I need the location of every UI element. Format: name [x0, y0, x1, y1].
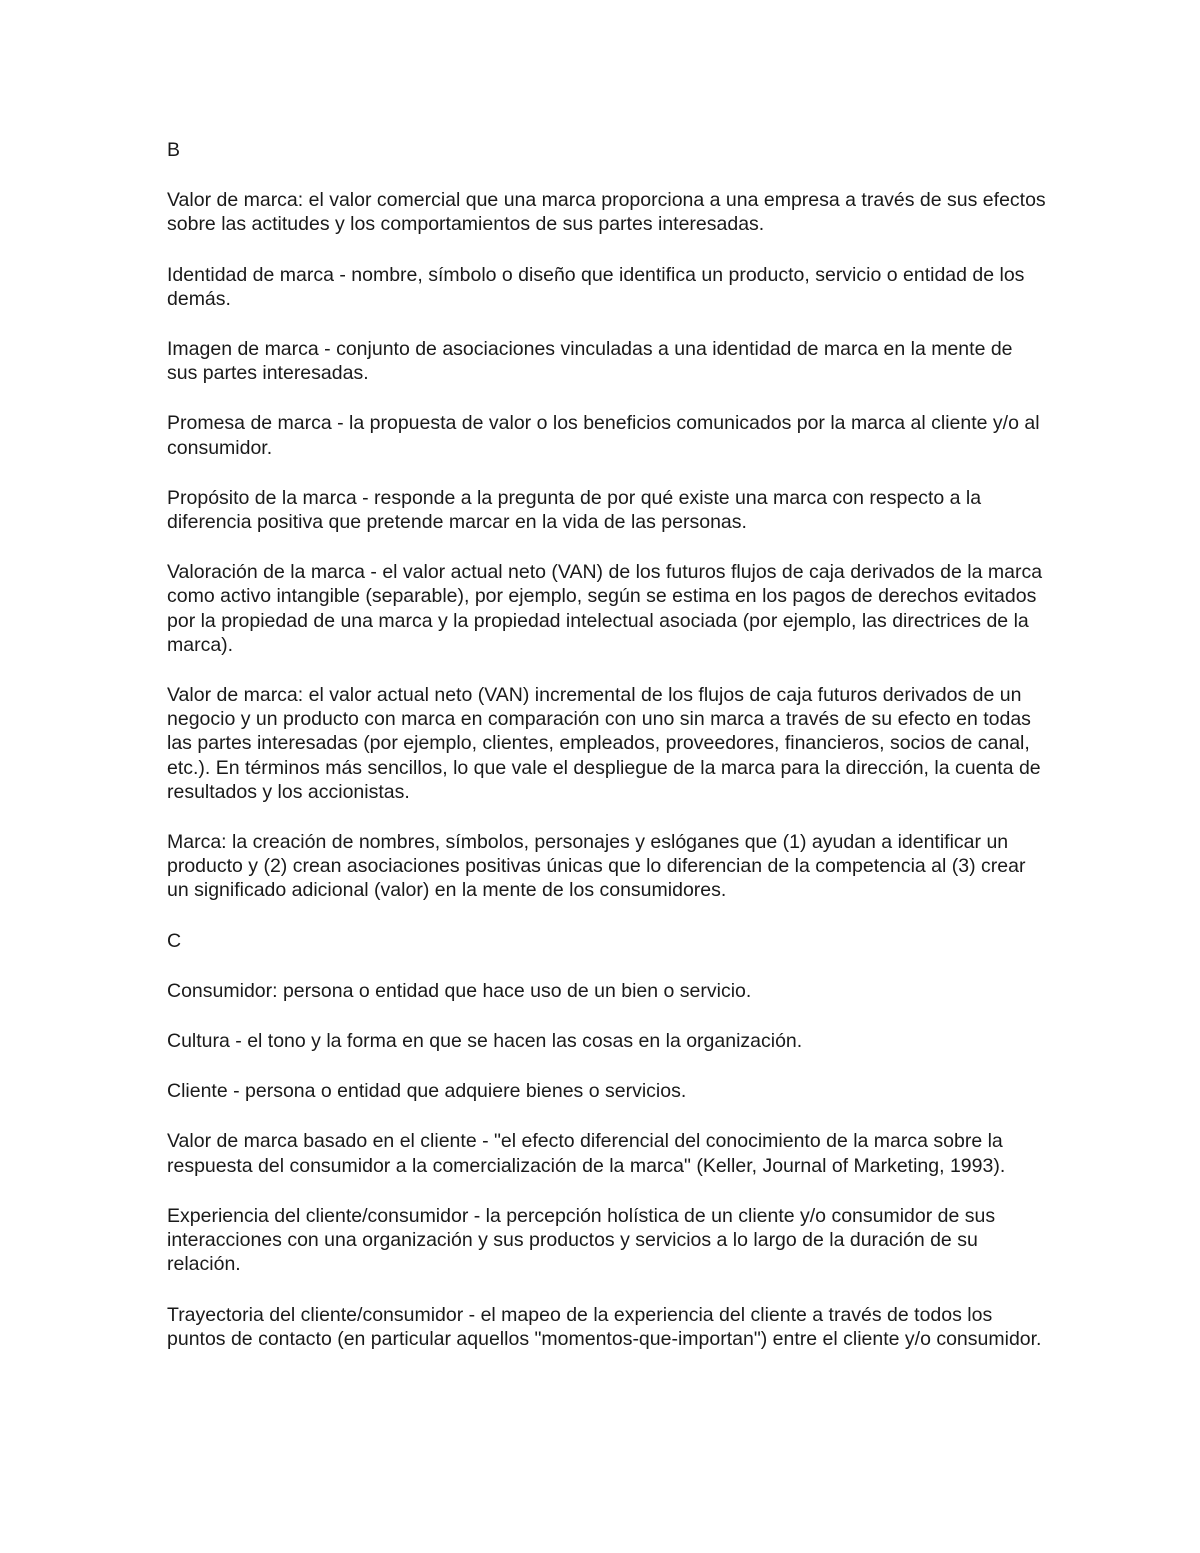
- glossary-entry: Imagen de marca - conjunto de asociaciones vinculadas a una identidad de marca en la mente de sus partes interesadas.: [167, 338, 1013, 385]
- glossary-entry: Identidad de marca - nombre, símbolo o diseño que identifica un producto, servicio o entidad de los demás.: [167, 263, 1025, 310]
- glossary-entry: Trayectoria del cliente/consumidor - el mapeo de la experiencia del cliente a través de todos los puntos de contacto (en particular aquellos "momentos-que-importan") entre el cliente y/o consumidor.: [167, 1303, 1042, 1350]
- glossary-entry: Propósito de la marca - responde a la pregunta de por qué existe una marca con respecto a la diferencia positiva que pretende marcar en la vida de las personas.: [167, 486, 982, 534]
- glossary-entry: Valor de marca: el valor actual neto (VAN) incremental de los flujos de caja futuros derivados de un negocio y un producto con marca en comparación con uno sin marca a través de su efecto en todas las partes interesadas (por ejemplo, clientes, empleados, proveedores, financieros, socios de canal, etc.). En términos más sencillos, lo que vale el despliegue de la marca para la dirección, la cuenta de resultados y los accionistas.: [167, 684, 1041, 803]
- glossary-entry: Consumidor: persona o entidad que hace uso de un bien o servicio.: [167, 979, 752, 1002]
- glossary-entry: Cliente - persona o entidad que adquiere bienes o servicios.: [167, 1080, 687, 1103]
- glossary-entry: Promesa de marca - la propuesta de valor o los beneficios comunicados por la marca al cliente y/o al consumidor.: [167, 412, 1040, 459]
- section-letter-c: C: [167, 929, 182, 952]
- glossary-entry: Marca: la creación de nombres, símbolos, personajes y eslóganes que (1) ayudan a identificar un producto y (2) crean asociaciones positivas únicas que lo diferencian de la competencia al (3) crear un significado adicional (valor) en la mente de los consumidores.: [167, 831, 1026, 902]
- glossary-entry: Valor de marca basado en el cliente - "el efecto diferencial del conocimiento de la marca sobre la respuesta del consumidor a la comercialización de la marca" (Keller, Journal of Marketing, 1993).: [167, 1130, 1006, 1177]
- glossary-entry: Valoración de la marca - el valor actual neto (VAN) de los futuros flujos de caja derivados de la marca como activo intangible (separable), por ejemplo, según se estima en los pagos de derechos evitados por la propiedad de una marca y la propiedad intelectual asociada (por ejemplo, las directrices de la marca).: [167, 561, 1043, 656]
- glossary-content: [167, 138, 1047, 1377]
- glossary-entry: Valor de marca: el valor comercial que una marca proporciona a una empresa a través de sus efectos sobre las actitudes y los comportamientos de sus partes interesadas.: [167, 189, 1046, 236]
- glossary-entry: Experiencia del cliente/consumidor - la percepción holística de un cliente y/o consumidor de sus interacciones con una organización y sus productos y servicios a lo largo de la duración de su relación.: [167, 1204, 996, 1276]
- glossary-entry: Cultura - el tono y la forma en que se hacen las cosas en la organización.: [167, 1030, 803, 1053]
- section-letter-b: B: [167, 139, 181, 161]
